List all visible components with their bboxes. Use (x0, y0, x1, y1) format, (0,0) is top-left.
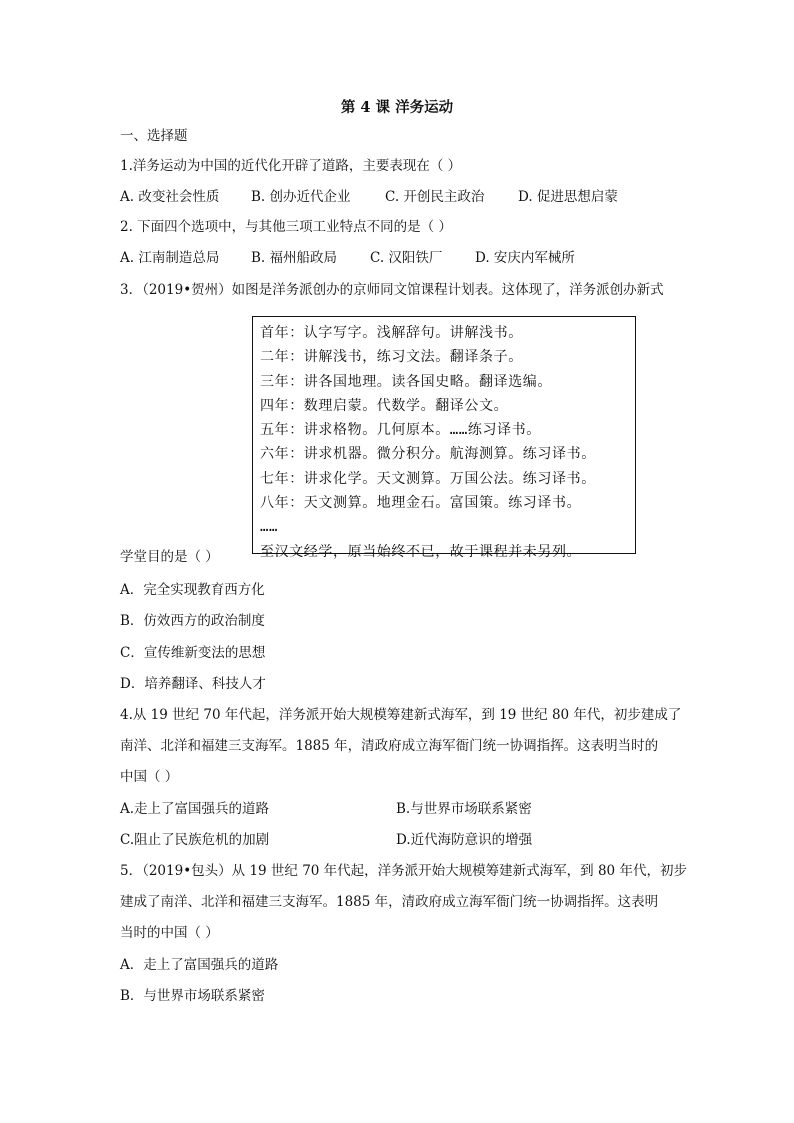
question-stem-line: 建成了南洋、北洋和福建三支海军。1885 年，清政府成立海军衙门统一协调指挥。这表明 (120, 894, 659, 910)
question-stem-line: 南洋、北洋和福建三支海军。1885 年，清政府成立海军衙门统一协调指挥。这表明当时的 (120, 738, 659, 754)
option-a[interactable]: A．完全实现教育西方化 (120, 582, 265, 598)
option-a[interactable]: A．走上了富国强兵的道路 (120, 957, 279, 973)
lesson-title: 第 4 课 洋务运动 (340, 99, 454, 116)
option-c[interactable]: C. 汉阳铁厂 (370, 250, 443, 266)
question-stem-line: 学堂目的是（ ） (120, 549, 219, 565)
question-stem-line: 当时的中国（ ） (120, 925, 219, 941)
option-d[interactable]: D. 促进思想启蒙 (518, 189, 618, 205)
question-stem-line: 3．（2019•贺州）如图是洋务派创办的京师同文馆课程计划表。这体现了，洋务派创办新式 (120, 282, 664, 298)
option-c[interactable]: C. 开创民主政治 (385, 189, 485, 205)
table-line: 八年：天文测算。地理金石。富国策。练习译书。 (260, 495, 582, 512)
option-b[interactable]: B. 创办近代企业 (251, 189, 351, 205)
option-c[interactable]: C．宣传维新变法的思想 (120, 645, 266, 661)
option-b[interactable]: B. 福州船政局 (251, 250, 338, 266)
table-line: 二年：讲解浅书，练习文法。翻译条子。 (260, 349, 523, 366)
option-d[interactable]: D. 安庆内军械所 (475, 250, 575, 266)
option-d[interactable]: D．培养翻译、科技人才 (120, 676, 266, 692)
option-b[interactable]: B．与世界市场联系紧密 (120, 988, 265, 1004)
option-a[interactable]: A. 江南制造总局 (120, 250, 220, 266)
table-line: 四年：数理启蒙。代数学。翻译公文。 (260, 397, 509, 414)
table-line: 七年：讲求化学。天文测算。万国公法。练习译书。 (260, 470, 596, 487)
option-b[interactable]: B．仿效西方的政治制度 (120, 613, 265, 629)
table-line: 首年：认字写字。浅解辞句。讲解浅书。 (260, 325, 523, 341)
question-stem-line: 2. 下面四个选项中，与其他三项工业特点不同的是（ ） (120, 219, 452, 235)
option-d[interactable]: D.近代海防意识的增强 (396, 832, 533, 848)
course-plan-table (252, 316, 636, 560)
option-a[interactable]: A. 改变社会性质 (120, 189, 220, 205)
question-stem-line: 中国（ ） (120, 769, 179, 785)
table-line: 三年：讲各国地理。读各国史略。翻译选编。 (260, 373, 552, 390)
table-line: 至汉文经学，原当始终不已，故于课程并未另列。 (260, 543, 582, 560)
table-line: …… (260, 519, 279, 536)
option-c[interactable]: C.阻止了民族危机的加剧 (120, 832, 270, 848)
option-a[interactable]: A.走上了富国强兵的道路 (120, 801, 270, 817)
option-b[interactable]: B.与世界市场联系紧密 (396, 801, 532, 817)
question-stem-line: 5．（2019•包头）从 19 世纪 70 年代起，洋务派开始大规模筹建新式海军，到 80 年代，初步 (120, 863, 687, 879)
table-line: 六年：讲求机器。微分积分。航海测算。练习译书。 (260, 446, 596, 463)
question-stem-line: 4.从 19 世纪 70 年代起，洋务派开始大规模筹建新式海军，到 19 世纪 80 年代，初步建成了 (120, 707, 682, 723)
table-line: 五年：讲求格物。几何原本。……练习译书。 (260, 422, 541, 439)
section-heading: 一、选择题 (120, 128, 188, 144)
question-stem-line: 1.洋务运动为中国的近代化开辟了道路，主要表现在（ ） (120, 158, 462, 174)
